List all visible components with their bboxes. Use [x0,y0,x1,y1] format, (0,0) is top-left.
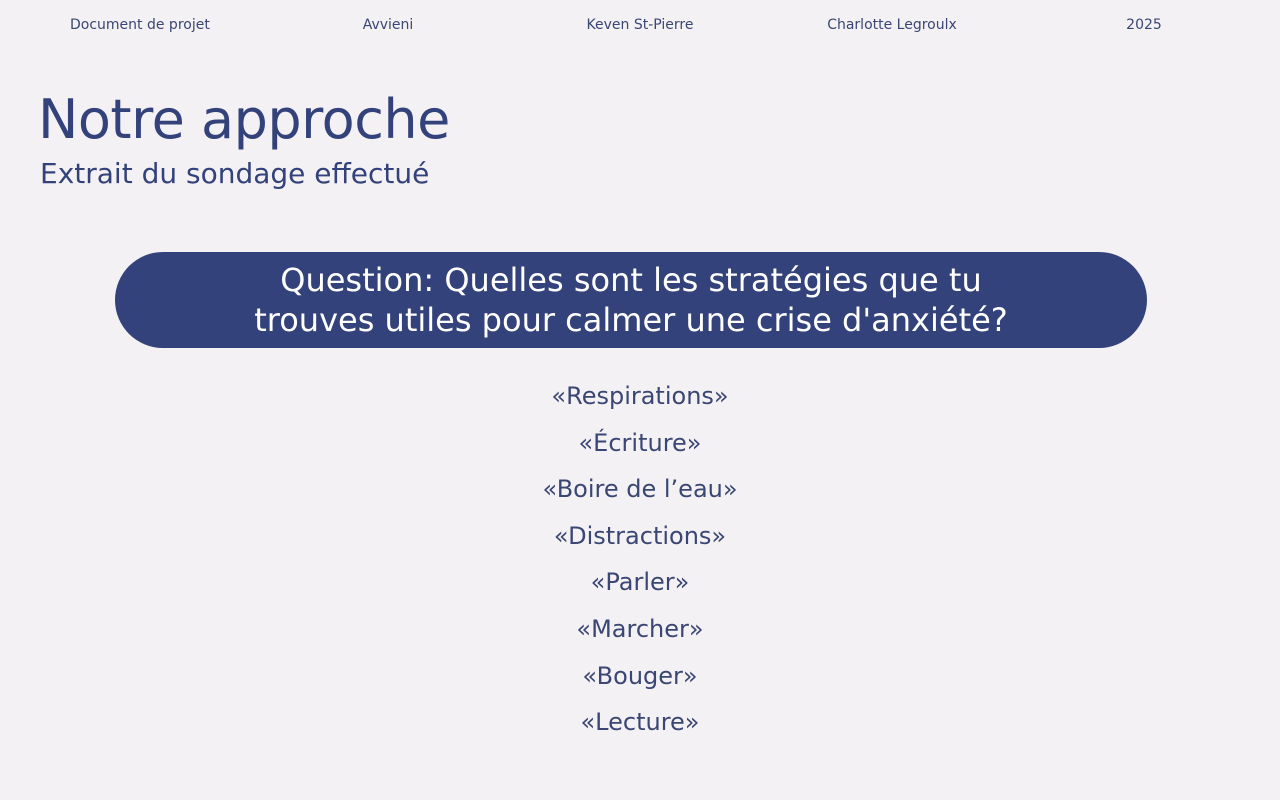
answer-list [0,373,1280,746]
header-project-name: Avvieni [362,17,414,33]
header-author-1: Keven St-Pierre [586,17,694,33]
answer-item: «Parler» [590,568,690,597]
answer-item: «Lecture» [580,708,700,737]
answer-item: «Respirations» [551,382,729,410]
header-document-label: Document de projet [70,17,210,33]
page-subtitle: Extrait du sondage effectué [40,157,430,190]
question-text: Question: Quelles sont les stratégies que tu trouves utiles pour calmer une crise d'anxiété? [254,261,1008,339]
header-year: 2025 [1126,17,1162,33]
answer-item: «Écriture» [578,428,702,457]
question-banner [115,252,1147,348]
answer-item: «Boire de l’eau» [542,475,738,504]
answer-item: «Marcher» [576,614,704,643]
answer-item: «Distractions» [553,521,727,550]
header-author-2: Charlotte Legroulx [827,17,957,33]
page-title: Notre approche [38,88,450,151]
answer-item: «Bouger» [582,661,698,690]
